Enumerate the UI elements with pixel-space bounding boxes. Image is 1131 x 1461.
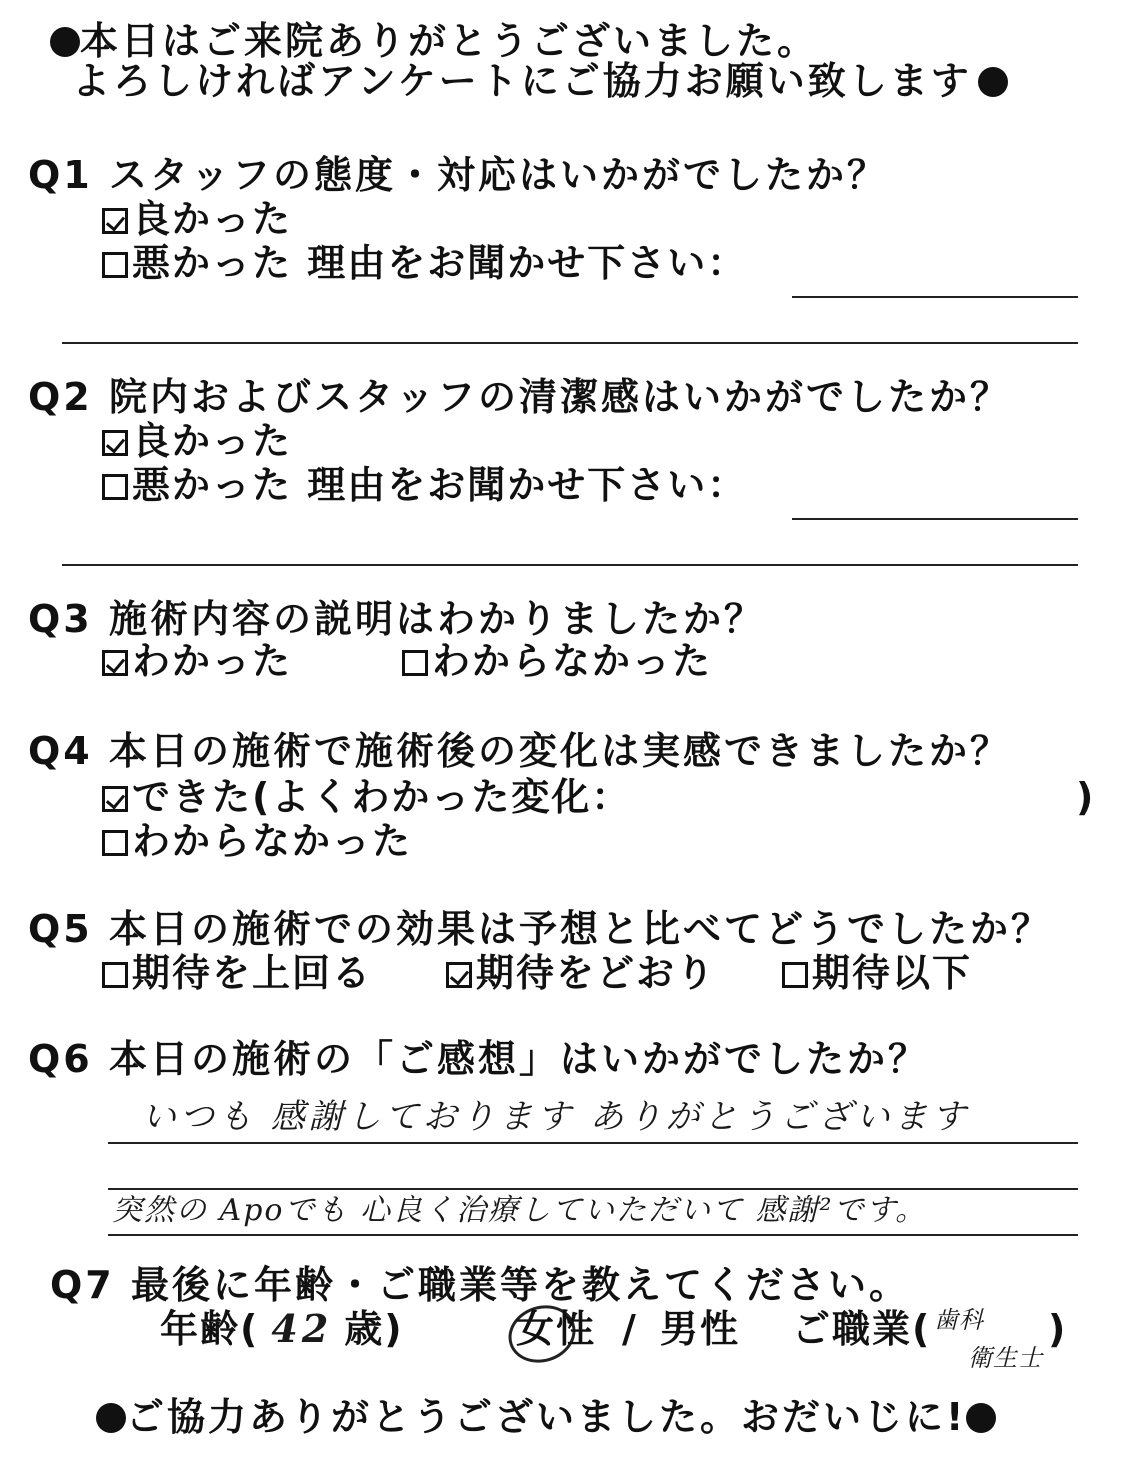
q7-age-value: 42 (271, 1306, 333, 1351)
q2-option-good-label: 良かった (132, 419, 293, 463)
q5-option-above-label: 期待を上回る (132, 951, 373, 995)
q5-option-below[interactable] (782, 951, 973, 995)
q4-option-no-label: わからなかった (132, 819, 413, 863)
q4-label: Q4 本日の施術で施術後の変化は実感できましたか？ (28, 729, 1011, 773)
q4-change-close-paren: ) (1076, 775, 1096, 819)
q4-option-no[interactable] (102, 819, 413, 863)
q7-age-field[interactable] (160, 1306, 404, 1351)
q1-reason-line-2[interactable] (62, 342, 1078, 344)
q2-option-bad[interactable] (102, 463, 748, 507)
q1-good-checkbox[interactable] (102, 208, 128, 234)
q5-option-above[interactable] (102, 951, 373, 995)
q5-below-checkbox[interactable] (782, 962, 808, 988)
q5-option-as-label: 期待をどおり (476, 951, 717, 995)
q6-answer-line-2[interactable] (108, 1188, 1078, 1190)
q7-gender-male[interactable]: 男性 (660, 1307, 741, 1351)
q2-reason-line-2[interactable] (62, 564, 1078, 566)
q5-option-below-label: 期待以下 (812, 951, 973, 995)
q4-no-checkbox[interactable] (102, 830, 128, 856)
q3-option-no-label: わからなかった (432, 639, 713, 683)
q1-option-bad[interactable] (102, 241, 748, 285)
q6-handwritten-answer-line-1: いつも 感謝しております ありがとうございます (142, 1097, 970, 1137)
q1-option-good-label: 良かった (132, 197, 293, 241)
q2-good-checkbox[interactable] (102, 430, 128, 456)
q7-age-prefix: 年齢( (160, 1307, 260, 1351)
q5-above-checkbox[interactable] (102, 962, 128, 988)
q3-option-yes[interactable] (102, 639, 293, 683)
q5-option-as-expected[interactable] (446, 951, 717, 995)
footer-message-text: ご協力ありがとうございました。おだいじに! (126, 1395, 967, 1439)
q7-gender-female[interactable]: 女性 (516, 1307, 597, 1351)
q1-bad-checkbox[interactable] (102, 252, 128, 278)
q5-as-checkbox[interactable] (446, 962, 472, 988)
q7-label: Q7 最後に年齢・ご職業等を教えてください。 (50, 1263, 910, 1307)
q6-answer-line-3[interactable] (108, 1234, 1078, 1236)
q1-option-good[interactable] (102, 197, 293, 241)
q6-handwritten-answer-line-2: 突然の Apoでも 心良く治療していただいて 感謝²です。 (112, 1193, 928, 1228)
q3-label: Q3 施術内容の説明はわかりましたか？ (28, 597, 765, 641)
q2-reason-line-1[interactable] (792, 518, 1078, 520)
q3-option-no[interactable] (402, 639, 713, 683)
q3-no-checkbox[interactable] (402, 650, 428, 676)
q6-answer-line-1[interactable] (108, 1142, 1078, 1144)
q2-label: Q2 院内およびスタッフの清潔感はいかがでしたか？ (28, 375, 1011, 419)
q1-option-bad-label: 悪かった 理由をお聞かせ下さい： (132, 241, 748, 285)
q4-option-yes-label: できた(よくわかった変化： (132, 775, 632, 819)
q6-label: Q6 本日の施術の「ご感想」はいかがでしたか？ (28, 1037, 929, 1081)
q3-option-yes-label: わかった (132, 639, 293, 683)
q7-occupation-value-line-1: 歯科 (934, 1306, 984, 1334)
q5-label: Q5 本日の施術での効果は予想と比べてどうでしたか？ (28, 907, 1052, 951)
q1-reason-line-1[interactable] (792, 296, 1078, 298)
q4-yes-checkbox[interactable] (102, 786, 128, 812)
bullet-dot-icon (978, 67, 1008, 97)
q7-gender-separator: / (622, 1307, 638, 1351)
q2-bad-checkbox[interactable] (102, 474, 128, 500)
header-line-1 (50, 19, 819, 63)
header-line-2 (72, 59, 1008, 103)
q7-occupation-label: ご職業( (792, 1307, 932, 1351)
bullet-dot-icon (50, 27, 80, 57)
footer-message (96, 1395, 996, 1439)
q2-option-bad-label: 悪かった 理由をお聞かせ下さい： (132, 463, 748, 507)
header-line-2-text: よろしければアンケートにご協力お願い致します (72, 59, 972, 103)
bullet-dot-icon (966, 1403, 996, 1433)
q1-label: Q1 スタッフの態度・対応はいかがでしたか？ (28, 153, 888, 197)
q7-occupation-value-line-2: 衛生士 (968, 1344, 1043, 1372)
q2-option-good[interactable] (102, 419, 293, 463)
q7-occupation-close: ) (1048, 1307, 1068, 1351)
bullet-dot-icon (96, 1403, 126, 1433)
header-line-1-text: 本日はご来院ありがとうございました。 (80, 19, 819, 63)
q4-option-yes[interactable] (102, 775, 632, 819)
q7-age-suffix: 歳) (344, 1307, 404, 1351)
q3-yes-checkbox[interactable] (102, 650, 128, 676)
